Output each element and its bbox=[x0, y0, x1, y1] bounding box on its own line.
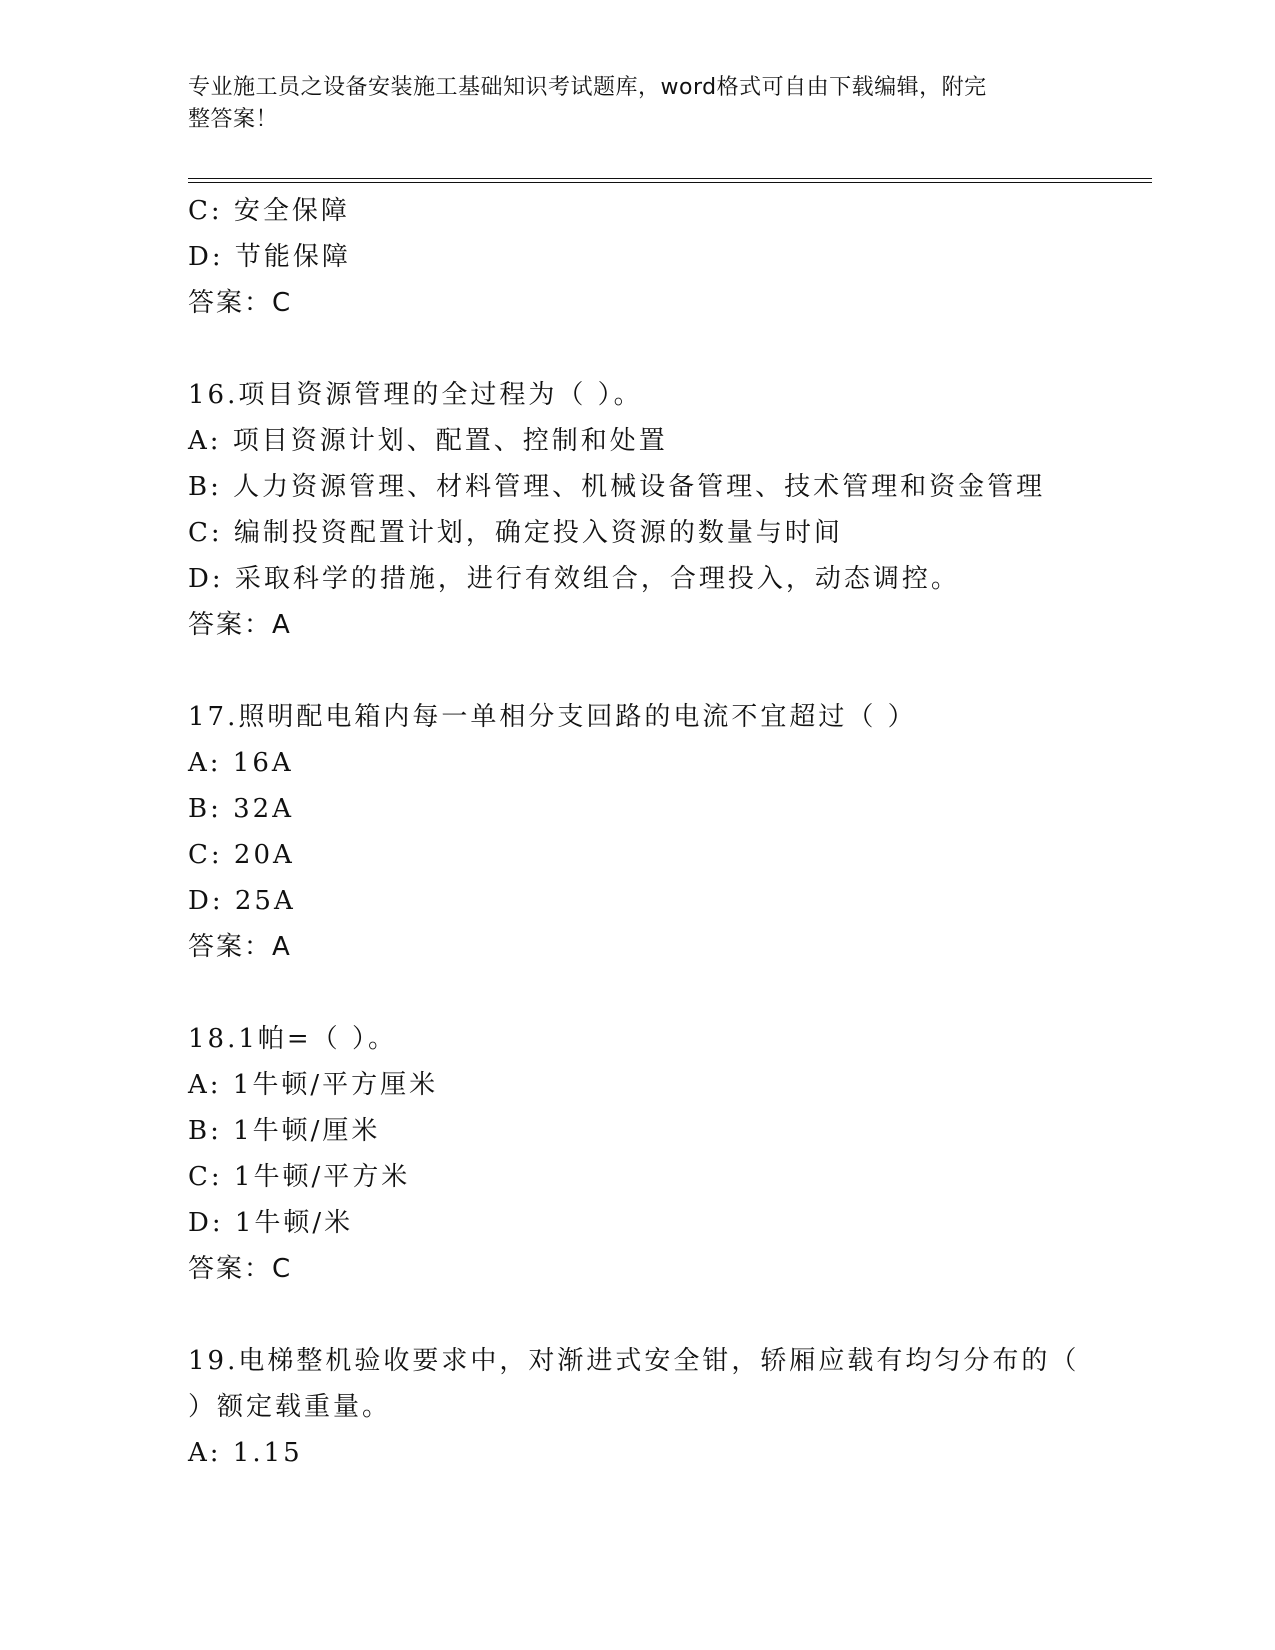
spacer bbox=[188, 1292, 1088, 1338]
option-c: C: 1牛顿/平方米 bbox=[188, 1162, 411, 1192]
question-15-tail bbox=[188, 188, 1088, 326]
question-19 bbox=[188, 1338, 1088, 1476]
option-c: C: 安全保障 bbox=[188, 196, 350, 226]
question-content bbox=[188, 188, 1088, 1476]
question-title-line-1: 19.电梯整机验收要求中，对渐进式安全钳，轿厢应载有均匀分布的（ bbox=[188, 1346, 1080, 1376]
option-d: D: 采取科学的措施，进行有效组合，合理投入，动态调控。 bbox=[188, 564, 960, 594]
option-b: B: 32A bbox=[188, 794, 294, 824]
option-d: D: 节能保障 bbox=[188, 242, 351, 272]
spacer bbox=[188, 970, 1088, 1016]
question-title: 17.照明配电箱内每一单相分支回路的电流不宜超过（ ） bbox=[188, 702, 917, 732]
spacer bbox=[188, 326, 1088, 372]
question-title: 16.项目资源管理的全过程为（ ）。 bbox=[188, 380, 643, 410]
question-title-line-2: ）额定载重量。 bbox=[188, 1392, 392, 1422]
header-rule-bottom bbox=[188, 182, 1152, 183]
option-a: A: 项目资源计划、配置、控制和处置 bbox=[188, 426, 668, 456]
answer-line: 答案：C bbox=[188, 1254, 293, 1284]
question-17 bbox=[188, 694, 1088, 970]
answer-line: 答案：C bbox=[188, 288, 293, 318]
question-title: 18.1帕=（ ）。 bbox=[188, 1024, 397, 1054]
answer-line: 答案：A bbox=[188, 932, 292, 962]
option-d: D: 1牛顿/米 bbox=[188, 1208, 354, 1238]
document-header bbox=[188, 72, 1068, 136]
option-c: C: 20A bbox=[188, 840, 295, 870]
spacer bbox=[188, 648, 1088, 694]
option-c: C: 编制投资配置计划，确定投入资源的数量与时间 bbox=[188, 518, 843, 548]
question-18 bbox=[188, 1016, 1088, 1292]
option-b: B: 人力资源管理、材料管理、机械设备管理、技术管理和资金管理 bbox=[188, 472, 1046, 502]
header-line-1: 专业施工员之设备安装施工基础知识考试题库，word格式可自由下载编辑，附完 bbox=[188, 75, 987, 100]
header-rule-top bbox=[188, 178, 1152, 179]
option-a: A: 1牛顿/平方厘米 bbox=[188, 1070, 439, 1100]
header-line-2: 整答案！ bbox=[188, 107, 279, 132]
question-16 bbox=[188, 372, 1088, 648]
option-b: B: 1牛顿/厘米 bbox=[188, 1116, 381, 1146]
option-d: D: 25A bbox=[188, 886, 296, 916]
option-a: A: 1.15 bbox=[188, 1438, 303, 1468]
answer-line: 答案：A bbox=[188, 610, 292, 640]
option-a: A: 16A bbox=[188, 748, 294, 778]
